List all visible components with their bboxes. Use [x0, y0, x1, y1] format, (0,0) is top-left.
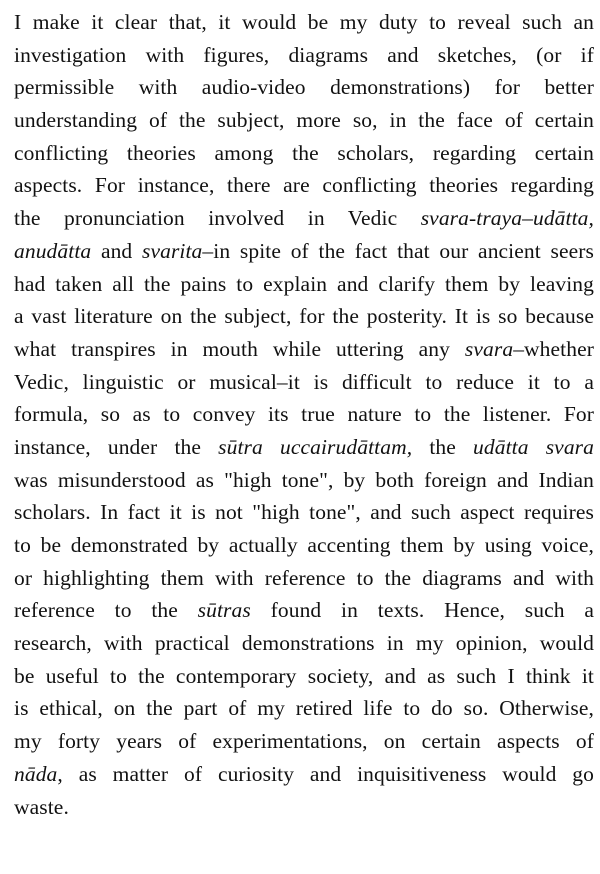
text-segment: investigation with figures, diagrams and sketches, (or if	[14, 42, 594, 67]
text-line	[14, 6, 594, 39]
text-line	[14, 300, 594, 333]
text-line	[14, 333, 594, 366]
text-segment: found in texts. Hence, such a	[250, 598, 594, 623]
text-line	[14, 464, 594, 497]
text-segment: –in spite of the fact that our ancient seers	[202, 238, 594, 263]
text-segment: and	[91, 238, 142, 263]
text-line	[14, 431, 594, 464]
italic-term: udātta svara	[473, 434, 594, 459]
text-segment: aspects. For instance, there are conflicting theories regarding	[14, 173, 594, 198]
text-segment: to be demonstrated by actually accenting them by using voice,	[14, 533, 594, 557]
italic-term: svara	[464, 336, 514, 361]
text-line	[14, 725, 594, 758]
text-line	[14, 627, 594, 660]
text-line	[14, 202, 594, 235]
text-segment: had taken all the pains to explain and clarify them by leaving	[14, 271, 594, 296]
text-segment: research, with practical demonstrations in my opinion, would	[14, 631, 594, 656]
text-segment: conflicting theories among the scholars, regarding certain	[14, 140, 594, 165]
text-segment: what transpires in mouth while uttering any	[14, 336, 465, 361]
text-segment: , as matter of curiosity and inquisitiveness would go	[57, 761, 594, 786]
text-segment: permissible with audio-video demonstrations) for better	[14, 75, 594, 100]
text-line	[14, 758, 594, 791]
text-line	[14, 268, 594, 301]
text-line	[14, 791, 594, 824]
italic-term: svara-traya–udātta,	[420, 206, 594, 231]
text-line	[14, 398, 594, 431]
text-line	[14, 366, 594, 399]
italic-term: svarita	[141, 238, 203, 263]
italic-term: sūtras	[197, 598, 251, 623]
text-segment: the	[412, 434, 474, 459]
text-segment: a vast literature on the subject, for the posterity. It is so because	[14, 304, 594, 329]
text-line	[14, 39, 594, 72]
text-segment: the pronunciation involved in Vedic	[14, 206, 421, 231]
text-line	[14, 529, 594, 562]
text-line	[14, 692, 594, 725]
text-line	[14, 169, 594, 202]
italic-term: nāda	[14, 761, 58, 786]
italic-term: anudātta	[14, 238, 92, 263]
text-line	[14, 235, 594, 268]
text-line	[14, 594, 594, 627]
text-segment: reference to the	[14, 598, 198, 623]
text-segment: I make it clear that, it would be my duty to reveal such an	[14, 10, 594, 34]
body-paragraph	[14, 6, 594, 823]
text-segment: waste.	[14, 794, 69, 819]
text-segment: be useful to the contemporary society, and as such I think it	[14, 663, 594, 688]
text-segment: –whether	[513, 336, 594, 361]
text-segment: was misunderstood as "high tone", by both foreign and Indian	[14, 467, 594, 492]
text-line	[14, 562, 594, 595]
text-segment: my forty years of experimentations, on certain aspects of	[14, 729, 594, 754]
text-segment: or highlighting them with reference to the diagrams and with	[14, 565, 594, 590]
text-segment: Vedic, linguistic or musical–it is difficult to reduce it to a	[14, 369, 594, 394]
text-line	[14, 137, 594, 170]
text-segment: is ethical, on the part of my retired life to do so. Otherwise,	[14, 696, 594, 721]
text-segment: instance, under the	[14, 434, 219, 459]
text-line	[14, 496, 594, 529]
text-segment: formula, so as to convey its true nature to the listener. For	[14, 402, 594, 427]
text-line	[14, 104, 594, 137]
text-line	[14, 71, 594, 104]
text-segment: scholars. In fact it is not "high tone", and such aspect requires	[14, 500, 594, 525]
italic-term: sūtra uccairudāttam,	[218, 434, 413, 459]
text-segment: understanding of the subject, more so, in the face of certain	[14, 108, 594, 133]
text-line	[14, 660, 594, 693]
